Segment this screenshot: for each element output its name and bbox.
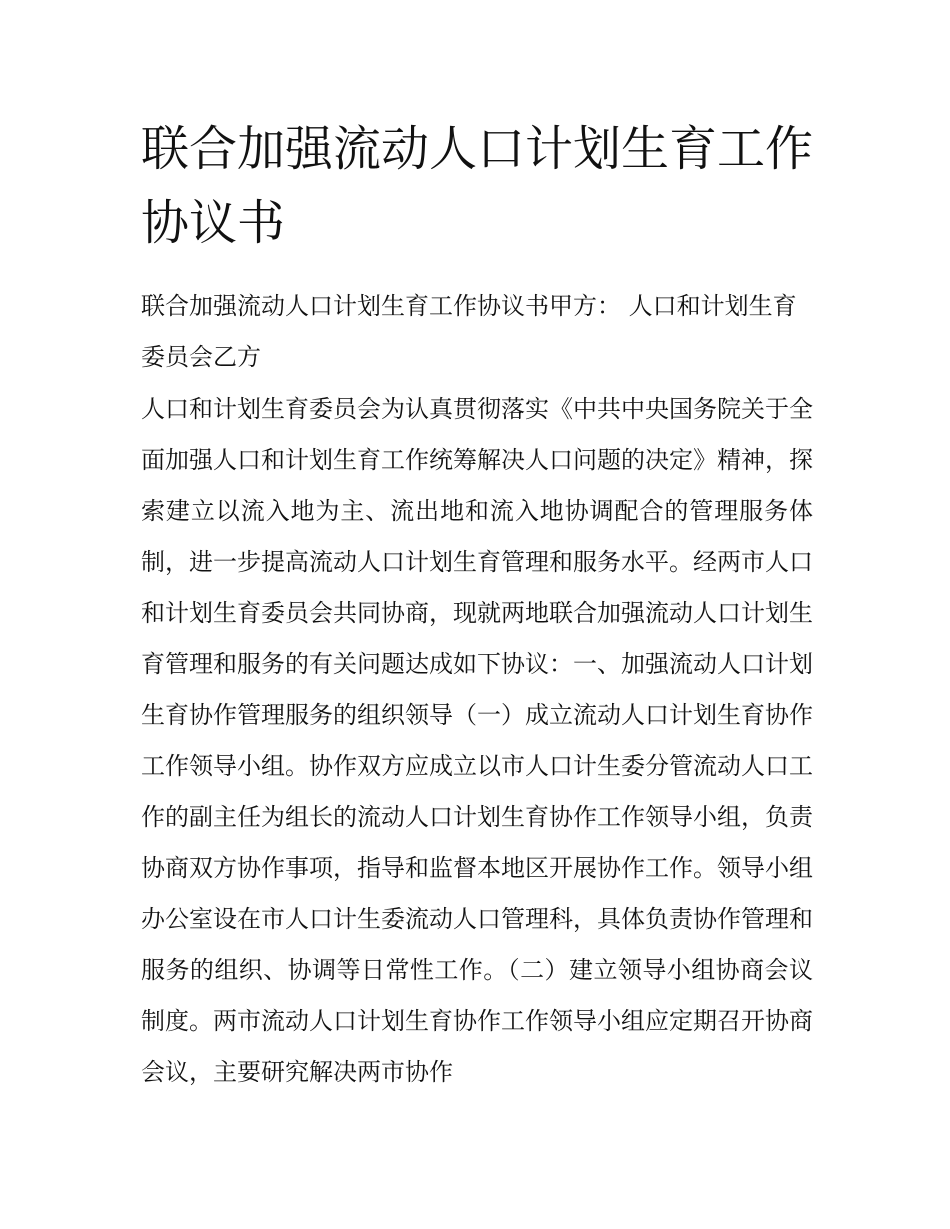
document-subtitle: 联合加强流动人口计划生育工作协议书甲方： 人口和计划生育委员会乙方 <box>141 292 797 371</box>
document-title: 联合加强流动人口计划生育工作协议书 <box>141 121 814 251</box>
document-body: 人口和计划生育委员会为认真贯彻落实《中共中央国务院关于全面加强人口和计划生育工作统筹解决人口问题的决定》精神，探索建立以流入地为主、流出地和流入地协调配合的管理服务体制，进一步提高流动人口计划生育管理和服务水平。经两市人口和计划生育委员会共同协商，现就两地联合加强流动人口计划生育管理和服务的有关问题达成如下协议：一、加强流动人口计划生育协作管理服务的组织领导（一）成立流动人口计划生育协作工作领导小组。协作双方应成立以市人口计生委分管流动人口工作的副主任为组长的流动人口计划生育协作工作领导小组，负责协商双方协作事项，指导和监督本地区开展协作工作。领导小组办公室设在市人口计生委流动人口管理科，具体负责协作管理和服务的组织、协调等日常性工作。（二）建立领导小组协商会议制度。两市流动人口计划生育协作工作领导小组应定期召开协商会议，主要研究解决两市协作 <box>141 395 813 1086</box>
document-content <box>141 112 813 1098</box>
